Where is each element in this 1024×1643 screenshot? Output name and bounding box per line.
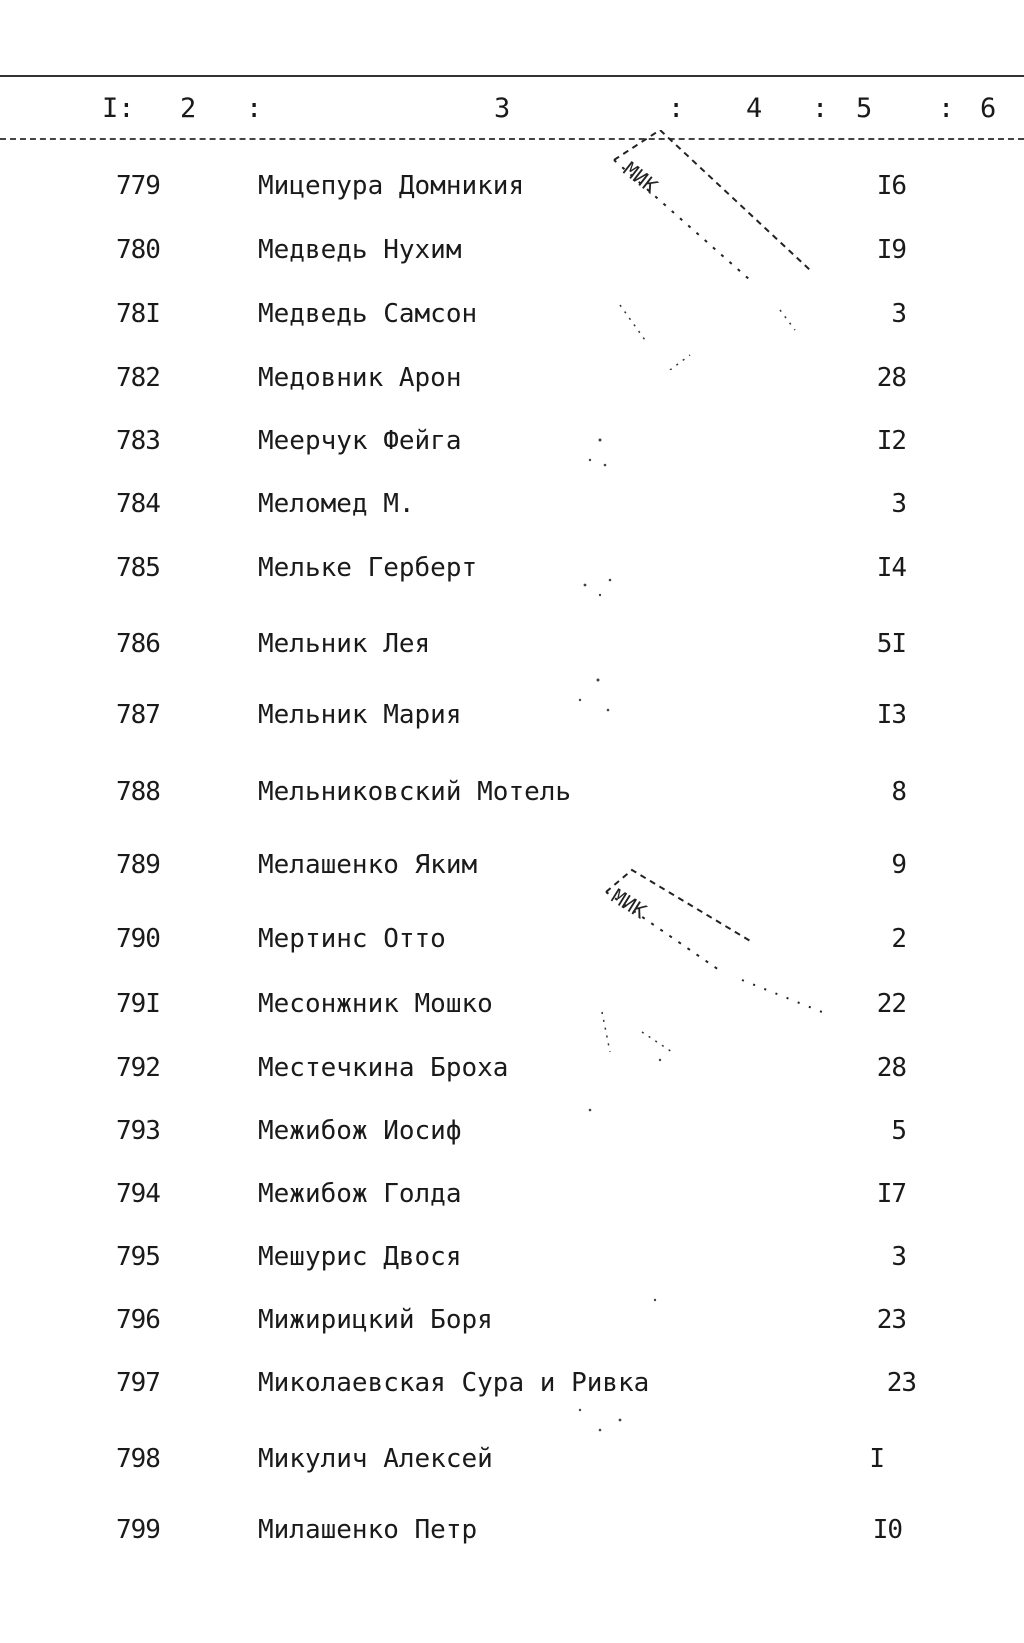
entry-name: Мелашенко Яким (258, 850, 478, 880)
entry-number: 797 (116, 1368, 160, 1398)
entry-number: 789 (116, 850, 160, 880)
header-col-2: 2 (180, 93, 197, 124)
entry-name: Миколаевская Сура и Ривка (258, 1368, 650, 1398)
entry-name: Мельниковский Мотель (258, 777, 572, 807)
entry-number: 784 (116, 489, 160, 519)
list-item (0, 296, 1024, 336)
list-item (0, 1176, 1024, 1216)
entry-count: 5 (891, 1116, 906, 1146)
entry-number: 793 (116, 1116, 160, 1146)
entry-count: I3 (876, 700, 906, 730)
entry-name: Мельник Лея (258, 629, 431, 659)
entry-number: 792 (116, 1053, 160, 1083)
header-separator: : (246, 93, 263, 124)
entry-count: 2 (891, 924, 906, 954)
entry-number: 790 (116, 924, 160, 954)
entry-number: 782 (116, 363, 160, 393)
list-item (0, 1302, 1024, 1342)
header-separator: : (812, 93, 829, 124)
list-item (0, 486, 1024, 526)
header-col-3: 3 (494, 93, 511, 124)
entry-name: Месонжник Мошко (258, 989, 493, 1019)
entry-name: Мижирицкий Боря (258, 1305, 493, 1335)
entry-number: 780 (116, 235, 160, 265)
entry-name: Медведь Самсон (258, 299, 478, 329)
entry-number: 795 (116, 1242, 160, 1272)
entry-name: Межибож Голда (258, 1179, 462, 1209)
entry-number: 779 (116, 171, 160, 201)
list-item (0, 360, 1024, 400)
list-item (0, 847, 1024, 887)
list-item (0, 423, 1024, 463)
entry-count: 22 (876, 989, 906, 1019)
entry-count: 5I (876, 629, 906, 659)
entry-count: 23 (886, 1368, 916, 1398)
list-item (0, 168, 1024, 208)
list-item (0, 1050, 1024, 1090)
entry-name: Межибож Иосиф (258, 1116, 462, 1146)
entry-number: 79I (116, 989, 160, 1019)
entry-number: 794 (116, 1179, 160, 1209)
header-bottom-rule (0, 138, 1024, 140)
list-item (0, 1365, 1024, 1405)
entry-name: Местечкина Броха (258, 1053, 509, 1083)
header-col-4: 4 (746, 93, 763, 124)
entry-number: 787 (116, 700, 160, 730)
entry-count: I7 (876, 1179, 906, 1209)
entry-name: Мельник Мария (258, 700, 462, 730)
entry-name: Милашенко Петр (258, 1515, 478, 1545)
entry-name: Медовник Арон (258, 363, 462, 393)
header-col-5: 5 (856, 93, 873, 124)
entry-number: 785 (116, 553, 160, 583)
list-item (0, 1441, 1024, 1481)
entry-number: 788 (116, 777, 160, 807)
entry-count: I (869, 1444, 884, 1474)
entry-number: 786 (116, 629, 160, 659)
entry-number: 799 (116, 1515, 160, 1545)
entry-count: 3 (891, 489, 906, 519)
stamp-label: МИК (607, 883, 651, 924)
entry-count: I9 (876, 235, 906, 265)
list-item (0, 626, 1024, 666)
entry-name: Мертинс Отто (258, 924, 446, 954)
list-item (0, 697, 1024, 737)
list-item (0, 774, 1024, 814)
list-item (0, 550, 1024, 590)
entry-name: Меломед М. (258, 489, 415, 519)
entry-name: Мешурис Двося (258, 1242, 462, 1272)
list-item (0, 1113, 1024, 1153)
entry-count: 9 (891, 850, 906, 880)
entry-name: Медведь Нухим (258, 235, 462, 265)
entry-count: 3 (891, 1242, 906, 1272)
header-col-1: I: (102, 93, 135, 124)
header-top-rule (0, 75, 1024, 77)
list-item (0, 1239, 1024, 1279)
entry-name: Мицепура Домникия (258, 171, 525, 201)
entry-count: I6 (876, 171, 906, 201)
entry-count: I4 (876, 553, 906, 583)
entry-count: 28 (876, 1053, 906, 1083)
entry-number: 798 (116, 1444, 160, 1474)
entry-name: Меерчук Фейга (258, 426, 462, 456)
entry-count: I2 (876, 426, 906, 456)
list-item (0, 921, 1024, 961)
entry-number: 796 (116, 1305, 160, 1335)
list-item (0, 1512, 1024, 1552)
header-separator: : (938, 93, 955, 124)
entry-number: 78I (116, 299, 160, 329)
list-item (0, 232, 1024, 272)
archive-stamp (592, 862, 832, 1062)
entry-count: 3 (891, 299, 906, 329)
entry-count: 23 (876, 1305, 906, 1335)
list-item (0, 986, 1024, 1026)
entry-number: 783 (116, 426, 160, 456)
entry-count: 8 (891, 777, 906, 807)
entry-count: I0 (872, 1515, 902, 1545)
entry-count: 28 (876, 363, 906, 393)
entry-name: Мельке Герберт (258, 553, 478, 583)
header-col-6: 6 (980, 93, 997, 124)
stamp-label: МИК (618, 157, 663, 199)
entry-name: Микулич Алексей (258, 1444, 493, 1474)
header-separator: : (668, 93, 685, 124)
